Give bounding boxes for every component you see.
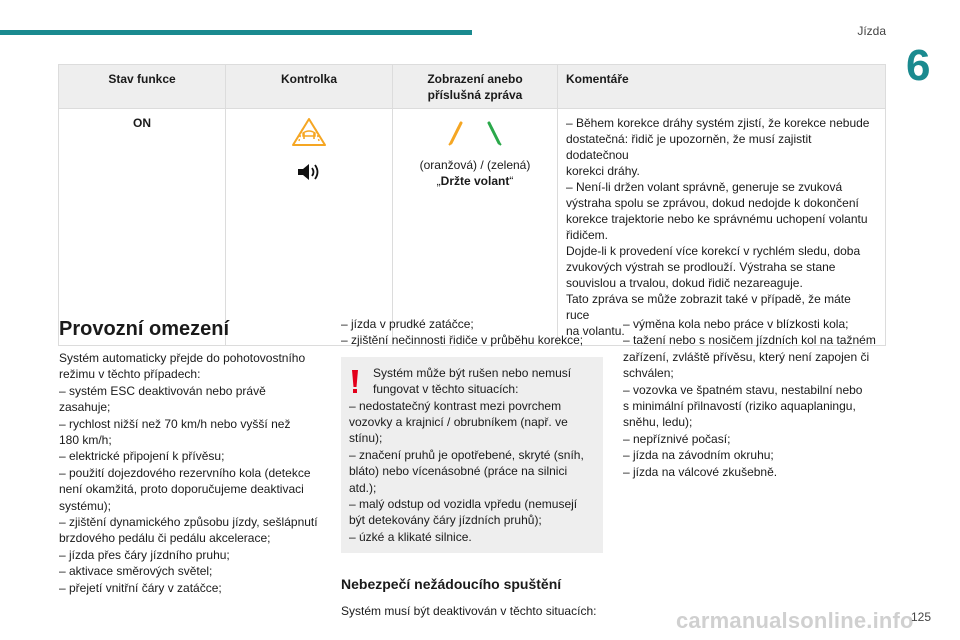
watermark: carmanualsonline.info [676, 608, 914, 633]
list-item: zařízení, zvláště přívěsu, který není zapojen či [623, 349, 870, 364]
state-cell [59, 109, 226, 346]
list-item: – zjištění dynamického způsobu jízdy, sešlápnutí [59, 515, 318, 530]
list-item: – nepříznivé počasí; [623, 431, 731, 446]
speaker-icon [296, 161, 322, 183]
list-item: – zjištění nečinnosti řidiče v průběhu korekce; [341, 333, 584, 348]
comment-line: souvislou a trvalou, dokud řidič nezareaguje. [566, 276, 803, 290]
comment-line: korekce trajektorie nebo ke správnému uchopení volantu [566, 212, 868, 226]
message-text: Držte volant [440, 174, 510, 188]
warning-item: – úzké a klikaté silnice. [349, 529, 472, 544]
warning-item: – nedostatečný kontrast mezi povrchem [349, 398, 562, 413]
subsection-title: Nebezpečí nežádoucího spuštění [341, 576, 562, 593]
chapter-number: 6 [906, 41, 931, 90]
list-item: není okamžitá, proto doporučujeme deaktivaci [59, 482, 304, 497]
warning-item: atd.); [349, 480, 377, 495]
table-row [59, 109, 886, 346]
warning-lead: fungovat v těchto situacích: [373, 382, 519, 397]
comment-line: Tato zpráva se může zobrazit také v případě, že máte ruce [566, 292, 851, 322]
limits-column-1 [59, 316, 321, 596]
page-number: 125 [911, 610, 932, 624]
comment-line: zvukových výstrah se prodlouží. Výstraha se stane [566, 260, 836, 274]
limits-title: Provozní omezení [59, 318, 230, 340]
warning-item: být detekovány čáry jízdních pruhů); [349, 513, 542, 528]
text-line: režimu v těchto případech: [59, 367, 201, 382]
comment-line: výstraha spolu se zprávou, dokud nedojde k dokončení [566, 196, 859, 210]
comment-line: – Není-li držen volant správně, generuje se zvuková [566, 180, 843, 194]
subsection-text: Systém musí být deaktivován v těchto situacích: [341, 604, 597, 619]
comment-line: dostatečná: řidič je upozorněn, že musí zajistit dodatečnou [566, 132, 812, 162]
list-item: – jízda přes čáry jízdního pruhu; [59, 547, 230, 562]
text-line: Systém automaticky přejde do pohotovostního [59, 351, 306, 365]
warning-item: vozovky a krajnicí / obrubníkem (např. ve [349, 415, 568, 430]
comment-line: – Během korekce dráhy systém zjistí, že korekce nebude [566, 116, 870, 130]
indicator-cell [226, 109, 393, 346]
section-title: Jízda [857, 24, 886, 38]
list-item: s minimální přilnavostí (riziko aquaplaningu, [623, 399, 856, 414]
warning-box [341, 357, 603, 553]
warning-item: stínu); [349, 431, 383, 446]
header-accent-bar [0, 30, 472, 35]
list-item: – jízda v prudké zatáčce; [341, 317, 474, 331]
state-value: ON [133, 116, 151, 130]
steering-hand-orange-icon [447, 121, 463, 147]
list-item: – jízda na válcové zkušebně. [623, 464, 778, 479]
list-item: systému); [59, 498, 112, 513]
display-cell [393, 109, 558, 346]
hands-indicators [401, 121, 549, 147]
list-item: 180 km/h; [59, 433, 112, 448]
limits-column-2 [341, 316, 603, 620]
warning-lead: Systém může být rušen nebo nemusí [373, 365, 572, 380]
comment-line: na volantu. [566, 324, 625, 338]
list-item: – rychlost nižší než 70 km/h nebo vyšší než [59, 416, 291, 431]
list-item: schválen; [623, 366, 674, 381]
comments-cell [558, 109, 886, 346]
limits-column-3 [623, 316, 885, 480]
display-colors: (oranžová) / (zelená) [419, 158, 531, 172]
lane-keep-warning-icon [291, 117, 327, 147]
function-table [58, 64, 886, 346]
comment-line: řidičem. [566, 228, 609, 242]
warning-item: – značení pruhů je opotřebené, skryté (sníh, [349, 447, 584, 462]
list-item: zasahuje; [59, 400, 111, 415]
warning-item: – malý odstup od vozidla vpředu (nemusejí [349, 497, 578, 512]
column-header-state: Stav funkce [59, 65, 226, 109]
warning-item: bláto) nebo vícenásobné (práce na silnici [349, 464, 568, 479]
warning-exclamation-icon [349, 369, 361, 395]
comment-line: Dojde-li k provedení více korekcí v rychlém sledu, doba [566, 244, 861, 258]
list-item: sněhu, ledu); [623, 415, 693, 430]
list-item: – výměna kola nebo práce v blízkosti kola; [623, 317, 849, 331]
table-header-row [59, 65, 886, 109]
list-item: brzdového pedálu či pedálu akcelerace; [59, 531, 271, 546]
list-item: – použití dojezdového rezervního kola (detekce [59, 465, 311, 480]
column-header-indicator: Kontrolka [226, 65, 393, 109]
list-item: – elektrické připojení k přívěsu; [59, 449, 225, 464]
list-item: – systém ESC deaktivován nebo právě [59, 383, 266, 398]
list-item: – aktivace směrových světel; [59, 564, 213, 579]
display-message: „Držte volant“ [436, 174, 514, 188]
list-item: – tažení nebo s nosičem jízdních kol na tažném [623, 333, 876, 348]
column-header-comments: Komentáře [558, 65, 886, 109]
list-item: – vozovka ve špatném stavu, nestabilní nebo [623, 382, 863, 397]
steering-hand-green-icon [487, 121, 503, 147]
list-item: – přejetí vnitřní čáry v zatáčce; [59, 580, 222, 595]
column-header-display: Zobrazení anebo příslušná zpráva [393, 65, 558, 109]
list-item: – jízda na závodním okruhu; [623, 448, 774, 463]
comment-line: korekci dráhy. [566, 164, 640, 178]
